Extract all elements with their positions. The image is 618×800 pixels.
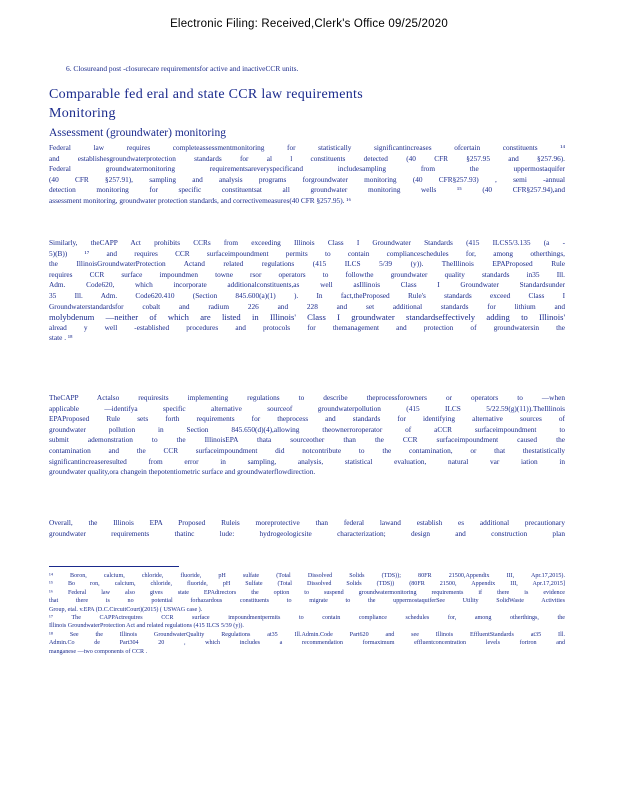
text-line: contamination and the CCR surfaceimpoundment did notcontribute to the contamination, or that thestatistically: [49, 445, 565, 455]
footnote-line: Group, etal. v.EPA (D.C.CircuitCourt)(2015) ( USWAG case ).: [49, 606, 203, 613]
footnote-line: ¹⁶ Federal law also gives state EPAdirectors the option to suspend groundwatermonitoring requirements if there is evidence: [49, 589, 565, 596]
footnote-line: Illinois GroundwaterProtection Act and related regulations (415 ILCS 5/39 (y)).: [49, 623, 244, 630]
text-line: molybdenum —neither of which are listed in Illinois' Class I groundwater standardseffectively adding to Illinois': [49, 312, 565, 323]
filing-header: Electronic Filing: Received,Clerk's Office 09/25/2020: [170, 18, 448, 30]
sub-subsection-heading: Assessment (groundwater) monitoring: [49, 127, 226, 139]
text-line: alread y well -established procedures and protocols for themanagement and protection of groundwatersin the: [49, 322, 565, 332]
text-line: Similarly, theCAPP Act prohibits CCRs from exceeding Illinois Class I Groundwater Standards (415 ILCS5/3.135 (a -: [49, 238, 565, 247]
text-line: and establishesgroundwaterprotection standards for al l constituents detected (40 CFR §257.95 and §257.96).: [49, 153, 565, 163]
footnote-line: that there is no potential forhazardous constituents to migrate to the uppermostaquiferSee Utility SolidWaste Activities: [49, 598, 565, 605]
text-line: state . ¹⁸: [49, 333, 73, 343]
text-line: 5)(B)) ¹⁷ and requires CCR surfaceimpoundment permits to contain complianceschedules for, among otherthings,: [49, 248, 565, 258]
text-line: TheCAPP Actalso requiresits implementing regulations to describe theprocessforowners or operators to —when: [49, 393, 565, 402]
paragraph-federal-law: [49, 143, 565, 207]
text-line: requires CCR surface impoundmen towne rsor operators to followthe groundwater quality standards in35 Ill.: [49, 269, 565, 279]
footnotes: [49, 572, 565, 656]
paragraph-capp-act: [49, 238, 565, 344]
footnote-line: ¹⁵ Bo ron, calcium, chloride, fluoride, pH Sulfate (Total Dissolved Solids (TDS)) (80FR 21500, Appendix III, Apr.17,2015]: [49, 581, 565, 588]
text-line: 35 Ill. Adm. Code620.410 (Section 845.600(a)(1) ). In fact,theProposed Rule's standards exceed Class I: [49, 290, 565, 300]
text-line: the IllinoisGroundwaterProtection Actand related regulations (415 ILCS 5/39 (y)). TheIllinois EPAProposed Rule: [49, 259, 565, 269]
footnote-line: ¹⁴ Boron, calcium, chloride, fluoride, pH sulfate (Total Dissolved Solids (TDS)); 80FR 21500,Appendix III, Apr.17,2015).: [49, 573, 565, 579]
footnote-divider: [49, 566, 179, 567]
footnote-line: ¹⁷ The CAPPActrequires CCR surface impoundmentpermits to contain compliance schedules for, among otherthings, the: [49, 615, 565, 622]
text-line: Overall, the Illinois EPA Proposed Ruleis moreprotective than federal lawand establish es additional precautionary: [49, 518, 565, 527]
text-line: EPAProposed Rule sets forth requirements for theprocess and standards for identifying alternative sources of: [49, 414, 565, 424]
text-line: assessment monitoring, groundwater protection standards, and correctivemeasures(40 CFR §257.95). ¹⁶: [49, 195, 352, 205]
text-line: submit ademonstration to the IllinoisEPA thata sourceother than the CCR surfaceimpoundment caused the: [49, 435, 565, 445]
text-line: groundwater pollution in Section 845.650(d)(4),allowing theownerroroperator of aCCR surfaceimpoundment to: [49, 424, 565, 434]
text-line: Federal groundwatermonitoring requirementsareveryspecificand includesampling from the uppermostaquifer: [49, 164, 565, 174]
paragraph-overall: [49, 518, 565, 539]
section-heading: Comparable fed eral and state CCR law requirements: [49, 87, 363, 102]
text-line: Adm. Code620, which incorporate additionalconstituents,as well asIllinois Class I Groundwater Standardsunder: [49, 280, 565, 290]
list-item-6: 6. Closureand post -closurecare requirementsfor active and inactiveCCR units.: [66, 64, 299, 73]
footnote-line: ¹⁸ See the Illinois GroundwaterQuality Regulations at35 Ill.Admin.Code Part620 and see Illinois EffluentStandards at35 Ill.: [49, 631, 565, 638]
text-line: applicable —identifya specific alternative sourceof groundwaterpollution (415 ILCS 5/22.59(g)(11)).TheIllinois: [49, 403, 565, 413]
paragraph-alternative-source: [49, 393, 565, 478]
text-line: significantincreaseresulted from error in sampling, analysis, statistical evaluation, natural var iation in: [49, 456, 565, 466]
footnote-line: Admin.Co de Part304 20 , which includes a recommendation formaximum effluentconcentration levels foriron and: [49, 640, 565, 647]
footnote-line: manganese —two components of CCR .: [49, 648, 148, 655]
text-line: (40 CFR §257.91), sampling and analysis programs forgroundwater monitoring (40 CFR§257.93) , semi -annual: [49, 174, 565, 184]
text-line: detection monitoring for specific constituentsat all groundwater monitoring wells ¹⁵ (40 CFR§257.94),and: [49, 185, 565, 195]
text-line: groundwater quality,ora changein thepotentiometric surface and groundwaterflowdirection.: [49, 467, 316, 477]
text-line: Federal law requires completeassessmentmonitoring for statistically significantincreases ofcertain constituents ¹⁴: [49, 143, 565, 152]
text-line: Groundwaterstandardsfor cobalt and radium 226 and 228 and set additional standards for lithium and: [49, 301, 565, 311]
subsection-heading: Monitoring: [49, 106, 116, 121]
text-line: groundwater requirements thatinc lude: hydrogeologicsite characterization; design and construction plan: [49, 528, 565, 538]
